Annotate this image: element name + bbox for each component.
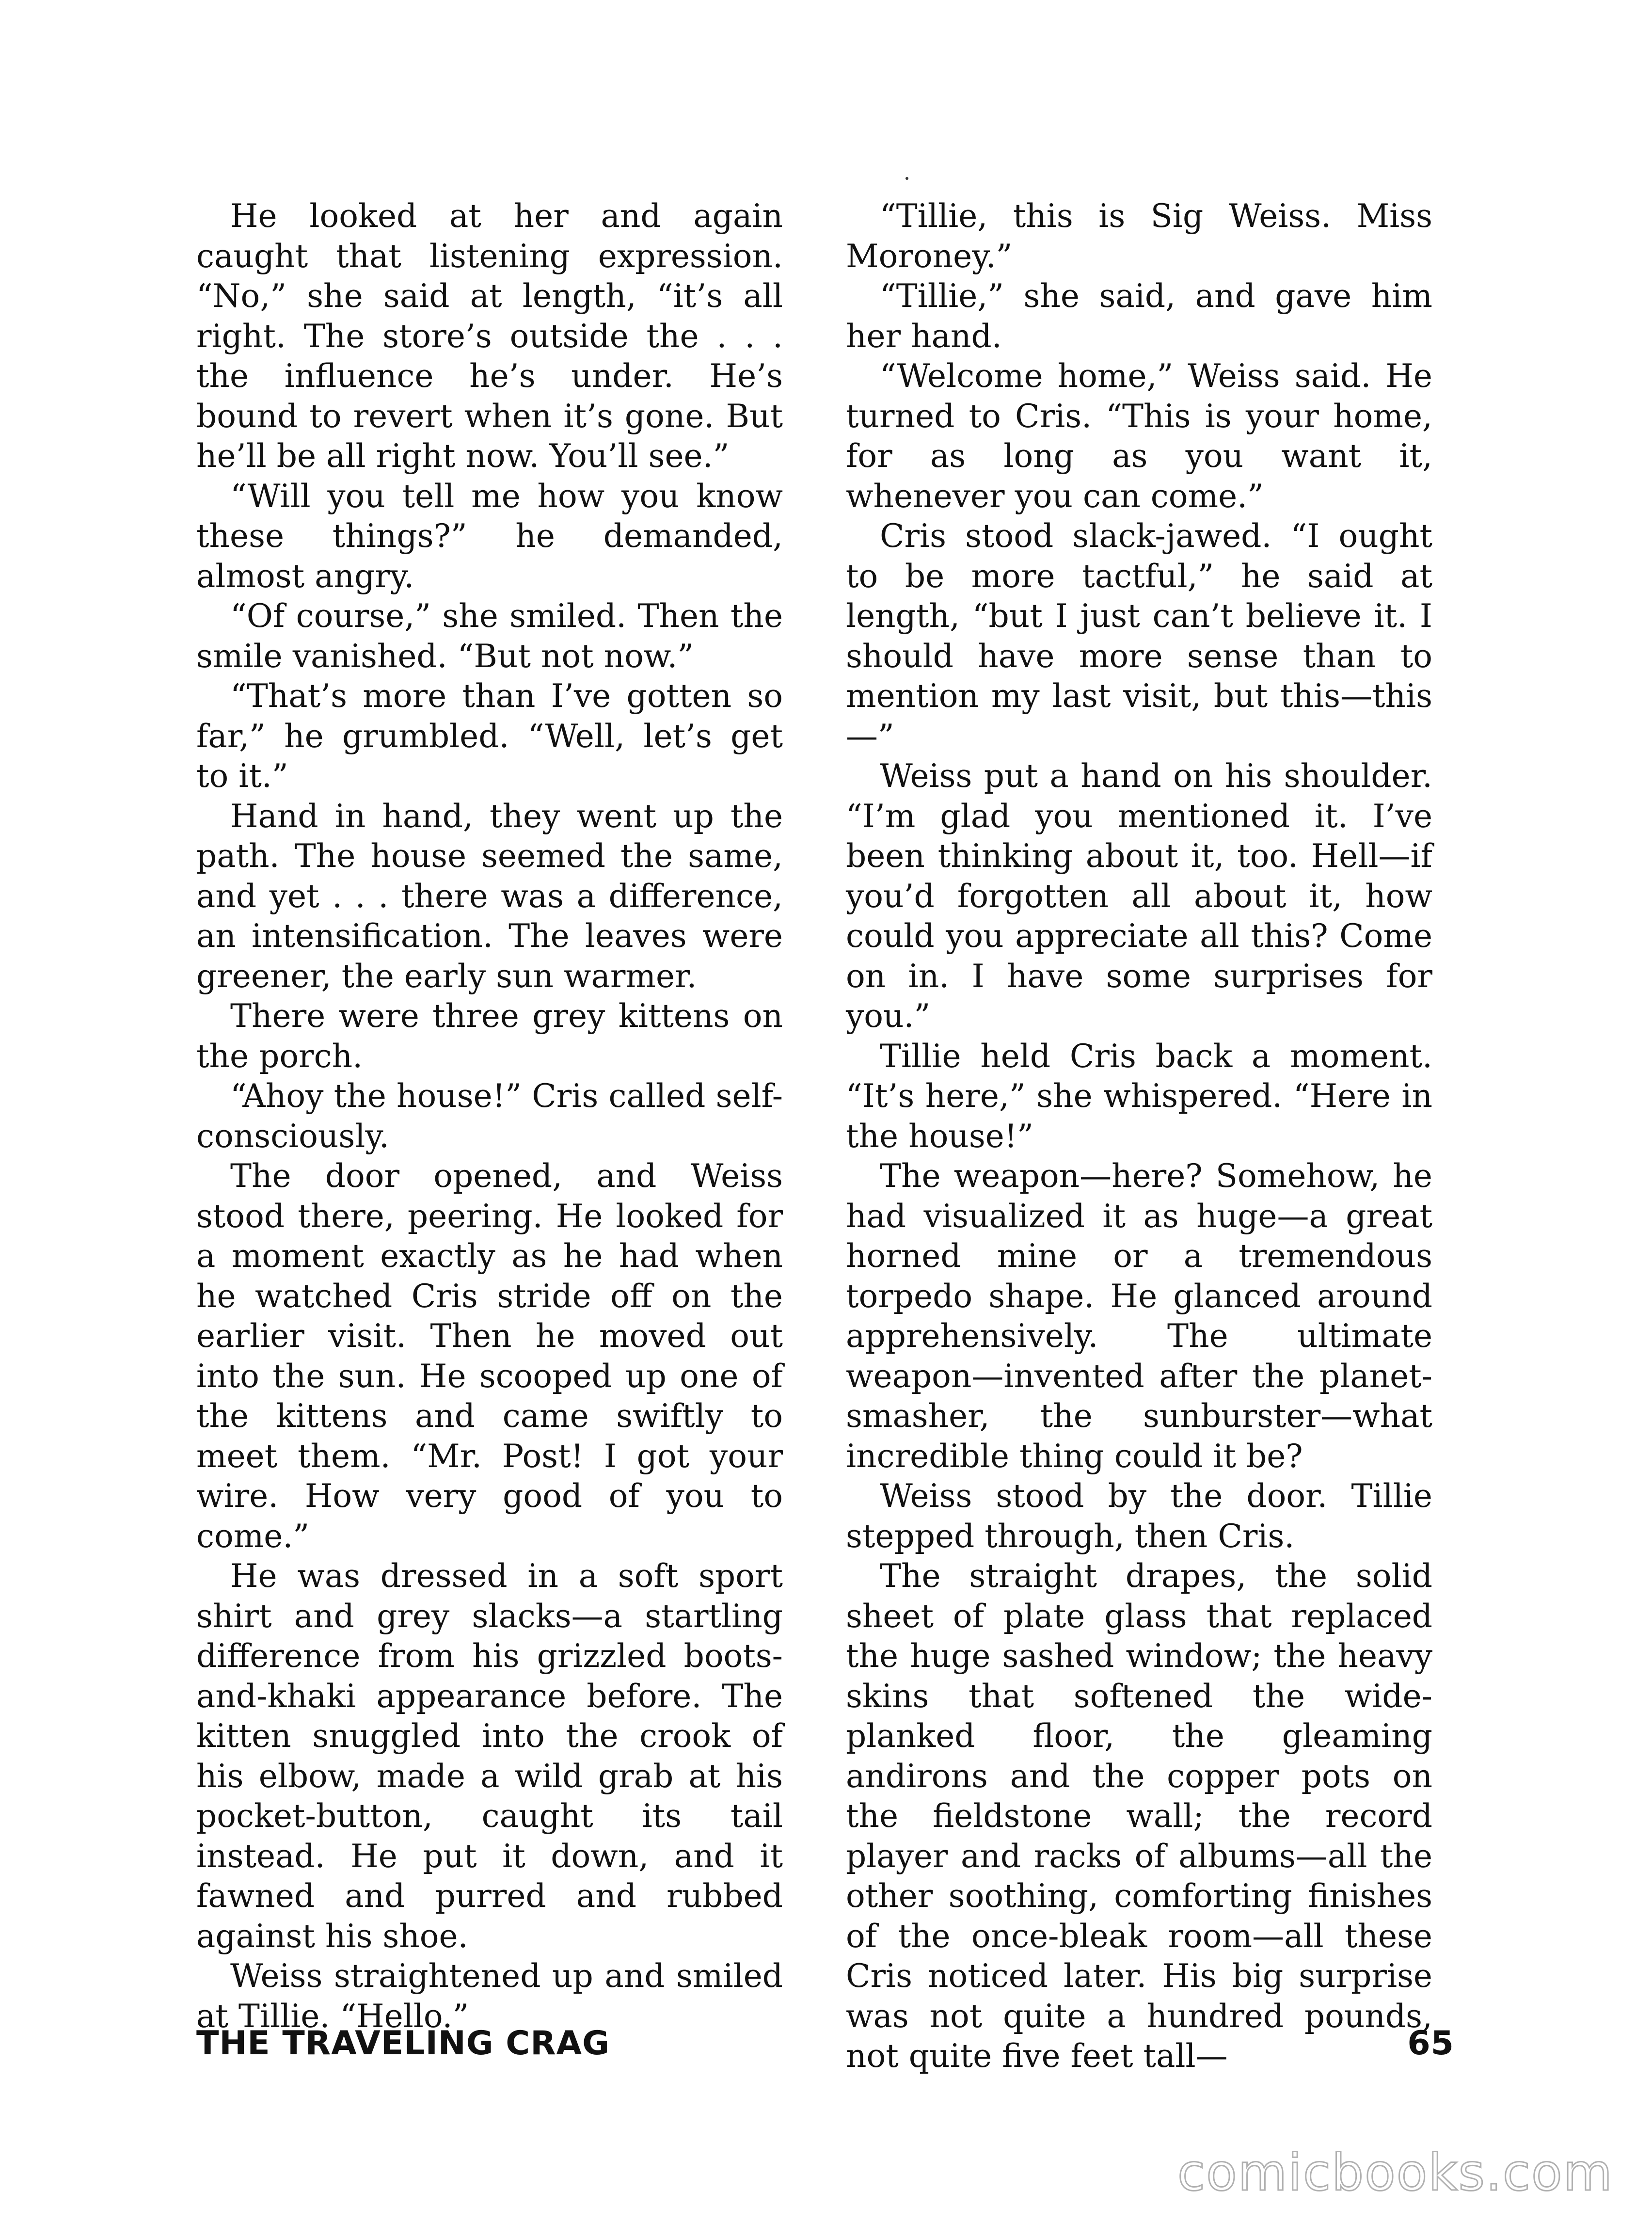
paragraph: “Will you tell me how you know these things?” he demanded, almost angry. bbox=[196, 477, 783, 595]
paragraph: Weiss put a hand on his shoulder. “I’m glad you mentioned it. I’ve been thinking about it, too. Hell—if you’d forgotten all about it, how could you appreciate all this? Come on in. I have some surprises for you.” bbox=[846, 757, 1432, 1035]
paragraph: The weapon—here? Somehow, he had visualized it as huge—a great horned mine or a tremendous torpedo shape. He glanced around apprehensively. The ultimate weapon—invented after the planet-smasher, the sunburster—what incredible thing could it be? bbox=[846, 1157, 1432, 1475]
paragraph: Weiss straightened up and smiled at Tillie. “Hello.” bbox=[196, 1957, 783, 2035]
paragraph: Cris stood slack-jawed. “I ought to be more tactful,” he said at length, “but I just can’t believe it. I should have more sense than to mention my last visit, but this—this—” bbox=[846, 517, 1432, 755]
print-speck bbox=[905, 177, 908, 180]
right-text-column bbox=[846, 196, 1432, 2077]
paragraph: The door opened, and Weiss stood there, peering. He looked for a moment exactly as he had when he watched Cris stride off on the earlier visit. Then he moved out into the sun. He scooped up one of the kittens and came swiftly to meet them. “Mr. Post! I got your wire. How very good of you to come.” bbox=[196, 1157, 783, 1555]
paragraph: The straight drapes, the solid sheet of plate glass that replaced the huge sashed window; the heavy skins that softened the wide-planked floor, the gleaming andirons and the copper pots on the fieldstone wall; the record player and racks of albums—all the other soothing, comforting finishes of the once-bleak room—all these Cris noticed later. His big surprise was not quite a hundred pounds, not quite five feet tall— bbox=[846, 1557, 1432, 2075]
paragraph: He was dressed in a soft sport shirt and grey slacks—a startling difference from his grizzled boots-and-khaki appearance before. The kitten snuggled into the crook of his elbow, made a wild grab at his pocket-button, caught its tail instead. He put it down, and it fawned and purred and rubbed against his shoe. bbox=[196, 1557, 783, 1955]
paragraph: “Welcome home,” Weiss said. He turned to Cris. “This is your home, for as long as you want it, whenever you can come.” bbox=[846, 357, 1432, 515]
running-title: THE TRAVELING CRAG bbox=[196, 2024, 610, 2063]
paragraph: Weiss stood by the door. Tillie stepped through, then Cris. bbox=[846, 1477, 1432, 1555]
paragraph: Hand in hand, they went up the path. The house seemed the same, and yet . . . there was a difference, an intensification. The leaves were greener, the early sun warmer. bbox=[196, 797, 783, 995]
paragraph: “Tillie, this is Sig Weiss. Miss Moroney.” bbox=[846, 197, 1432, 275]
paragraph: “Of course,” she smiled. Then the smile vanished. “But not now.” bbox=[196, 597, 783, 675]
paragraph: Tillie held Cris back a moment. “It’s here,” she whispered. “Here in the house!” bbox=[846, 1037, 1432, 1155]
paragraph: “Ahoy the house!” Cris called self-consciously. bbox=[196, 1077, 783, 1155]
paragraph: There were three grey kittens on the porch. bbox=[196, 997, 783, 1075]
paragraph: “That’s more than I’ve gotten so far,” he grumbled. “Well, let’s get to it.” bbox=[196, 677, 783, 795]
page-number: 65 bbox=[1407, 2024, 1454, 2063]
left-text-column bbox=[196, 196, 783, 2036]
paragraph: “Tillie,” she said, and gave him her hand. bbox=[846, 277, 1432, 355]
watermark: comicbooks.com bbox=[1177, 2143, 1613, 2202]
paragraph: He looked at her and again caught that listening expression. “No,” she said at length, “it’s all right. The store’s outside the . . . the influence he’s under. He’s bound to revert when it’s gone. But he’ll be all right now. You’ll see.” bbox=[196, 197, 783, 475]
